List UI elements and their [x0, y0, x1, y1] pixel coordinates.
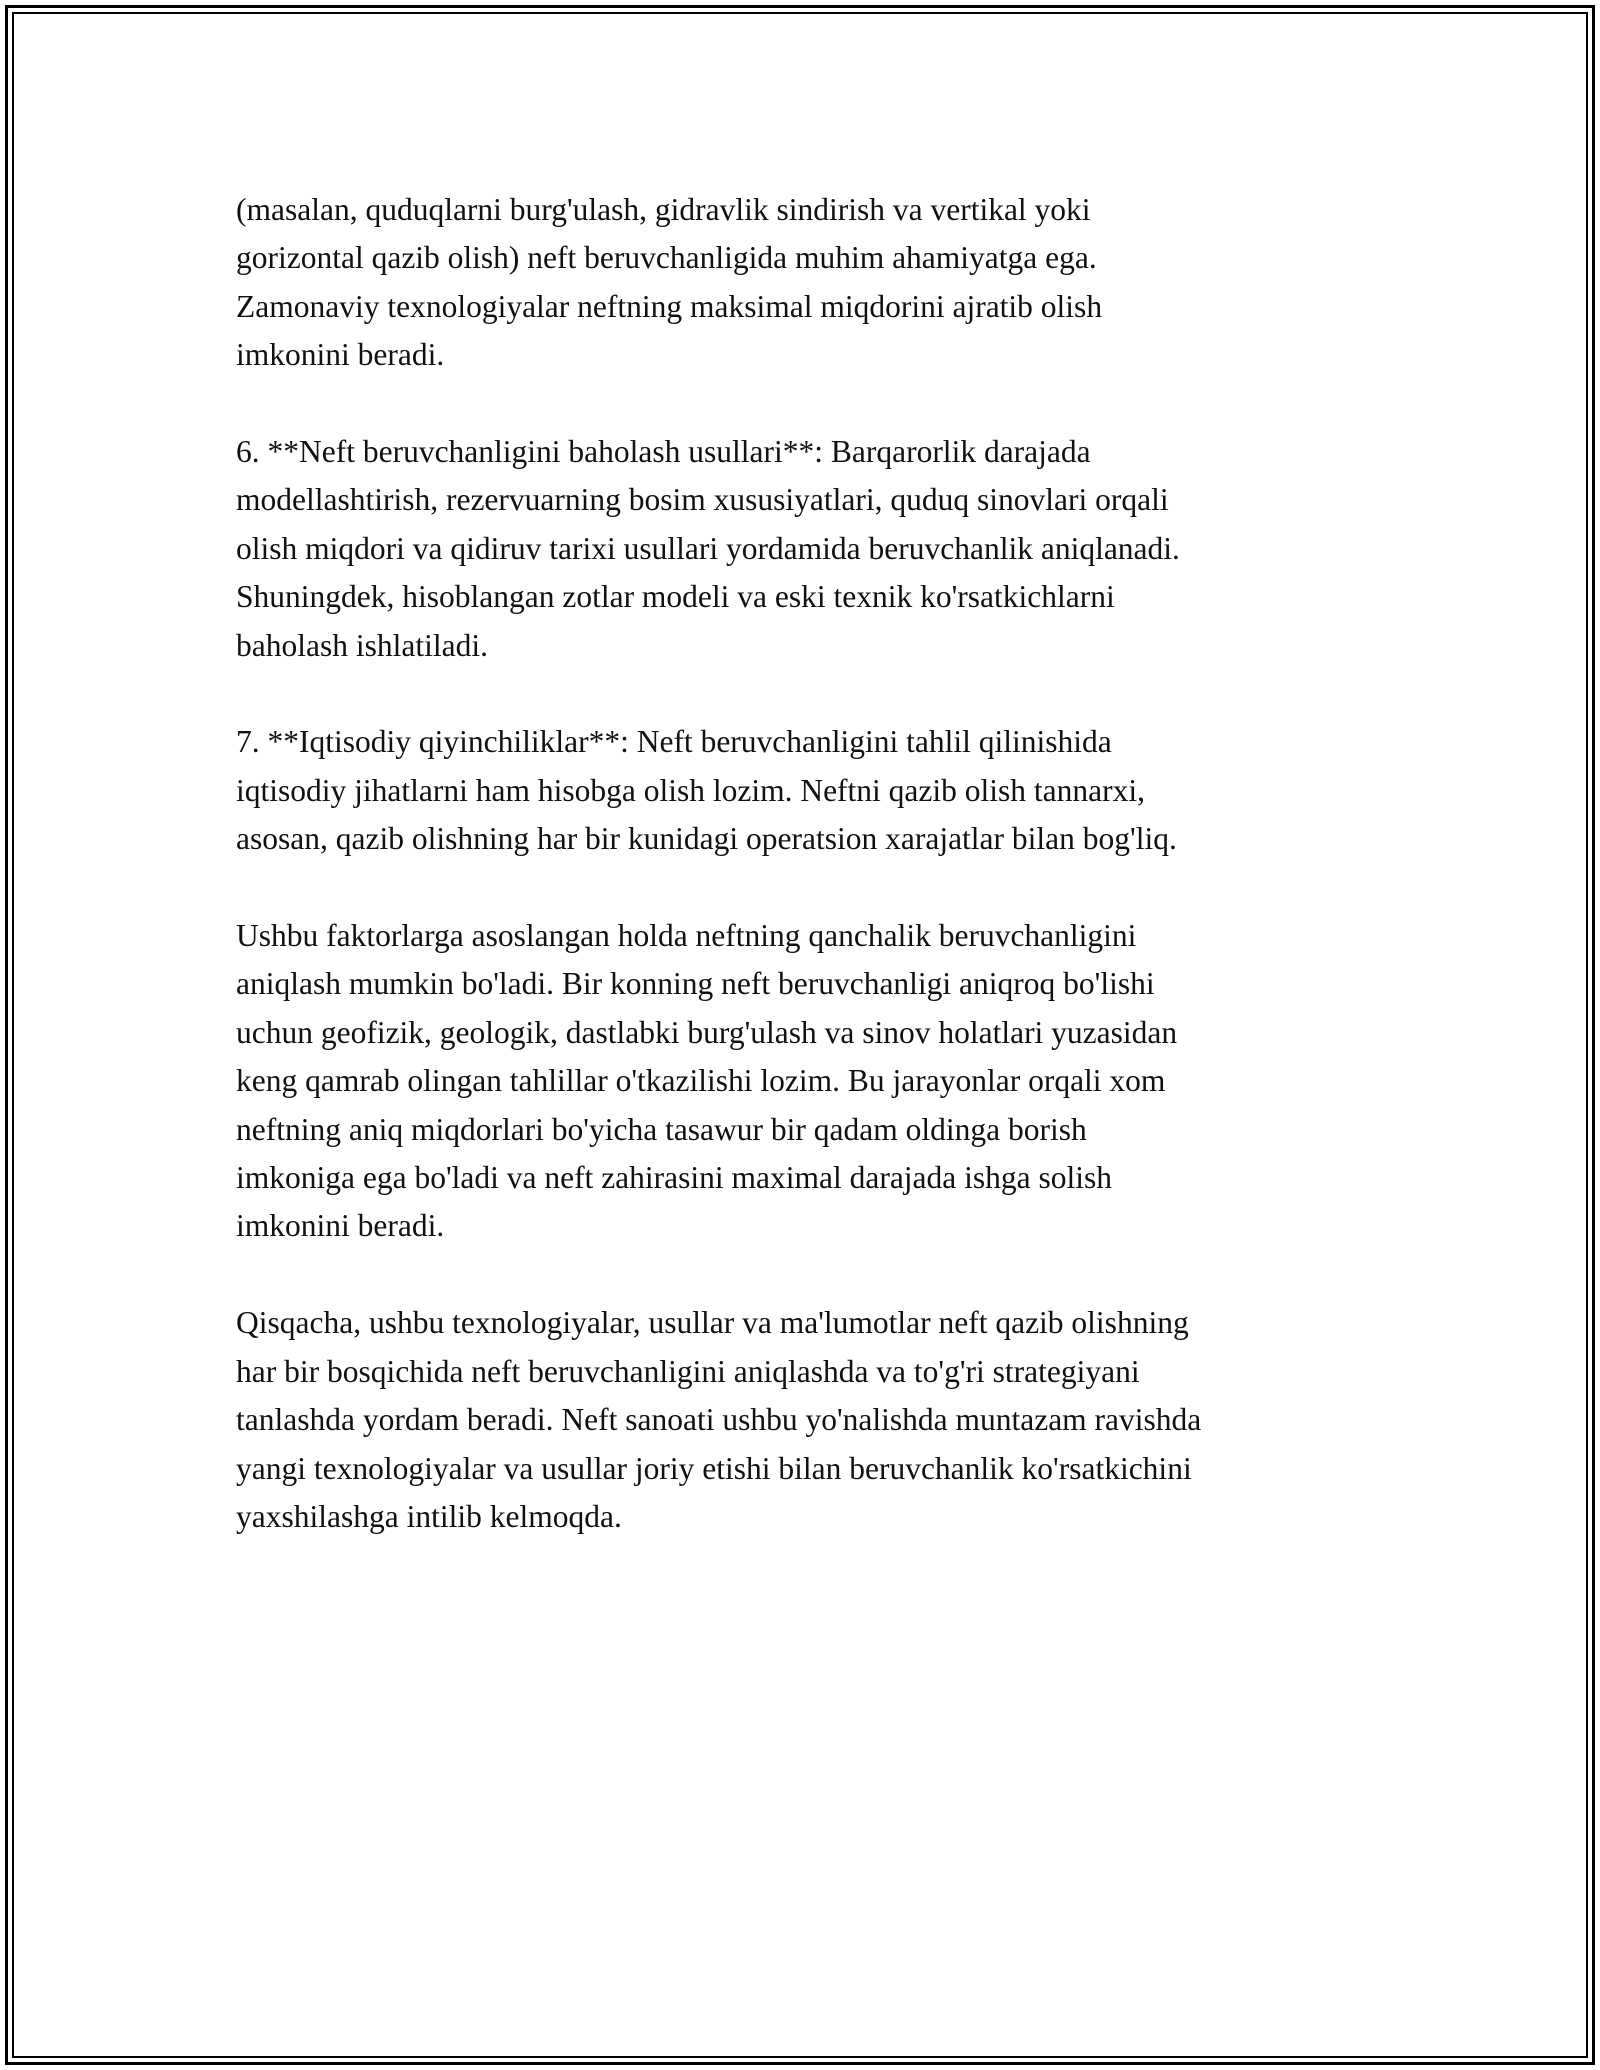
paragraph-3: 7. **Iqtisodiy qiyinchiliklar**: Neft beruvchanligini tahlil qilinishida iqtisodiy jihatlarni ham hisobga olish lozim. Neftni qazib olish tannarxi, asosan, qazib olishning har bir kunidagi operatsion xarajatlar bilan bog'liq.	[236, 724, 1177, 857]
paragraph-2: 6. **Neft beruvchanligini baholash usullari**: Barqarorlik darajada modellashtirish, rezervuarning bosim xususiyatlari, quduq sinovlari orqali olish miqdori va qidiruv tarixi usullari yordamida beruvchanlik aniqlanadi. Shuningdek, hisoblangan zotlar modeli va eski texnik ko'rsatkichlarni baholash ishlatiladi.	[236, 434, 1180, 663]
paragraph-4: Ushbu faktorlarga asoslangan holda neftning qanchalik beruvchanligini aniqlash mumkin bo'ladi. Bir konning neft beruvchanligi aniqroq bo'lishi uchun geofizik, geologik, dastlabki burg'ulash va sinov holatlari yuzasidan keng qamrab olingan tahlillar o'tkazilishi lozim. Bu jarayonlar orqali xom neftning aniq miqdorlari bo'yicha tasawur bir qadam oldinga borish imkoniga ega bo'ladi va neft zahirasini maximal darajada ishga solish imkonini beradi.	[236, 918, 1178, 1244]
document-body	[236, 186, 1386, 1590]
paragraph-1: (masalan, quduqlarni burg'ulash, gidravlik sindirish va vertikal yoki gorizontal qazib olish) neft beruvchanligida muhim ahamiyatga ega. Zamonaviy texnologiyalar neftning maksimal miqdorini ajratib olish imkonini beradi.	[236, 192, 1103, 373]
paragraph-5: Qisqacha, ushbu texnologiyalar, usullar va ma'lumotlar neft qazib olishning har bir bosqichida neft beruvchanligini aniqlashda va to'g'ri strategiyani tanlashda yordam beradi. Neft sanoati ushbu yo'nalishda muntazam ravishda yangi texnologiyalar va usullar joriy etishi bilan beruvchanlik ko'rsatkichini yaxshilashga intilib kelmoqda.	[236, 1305, 1202, 1534]
